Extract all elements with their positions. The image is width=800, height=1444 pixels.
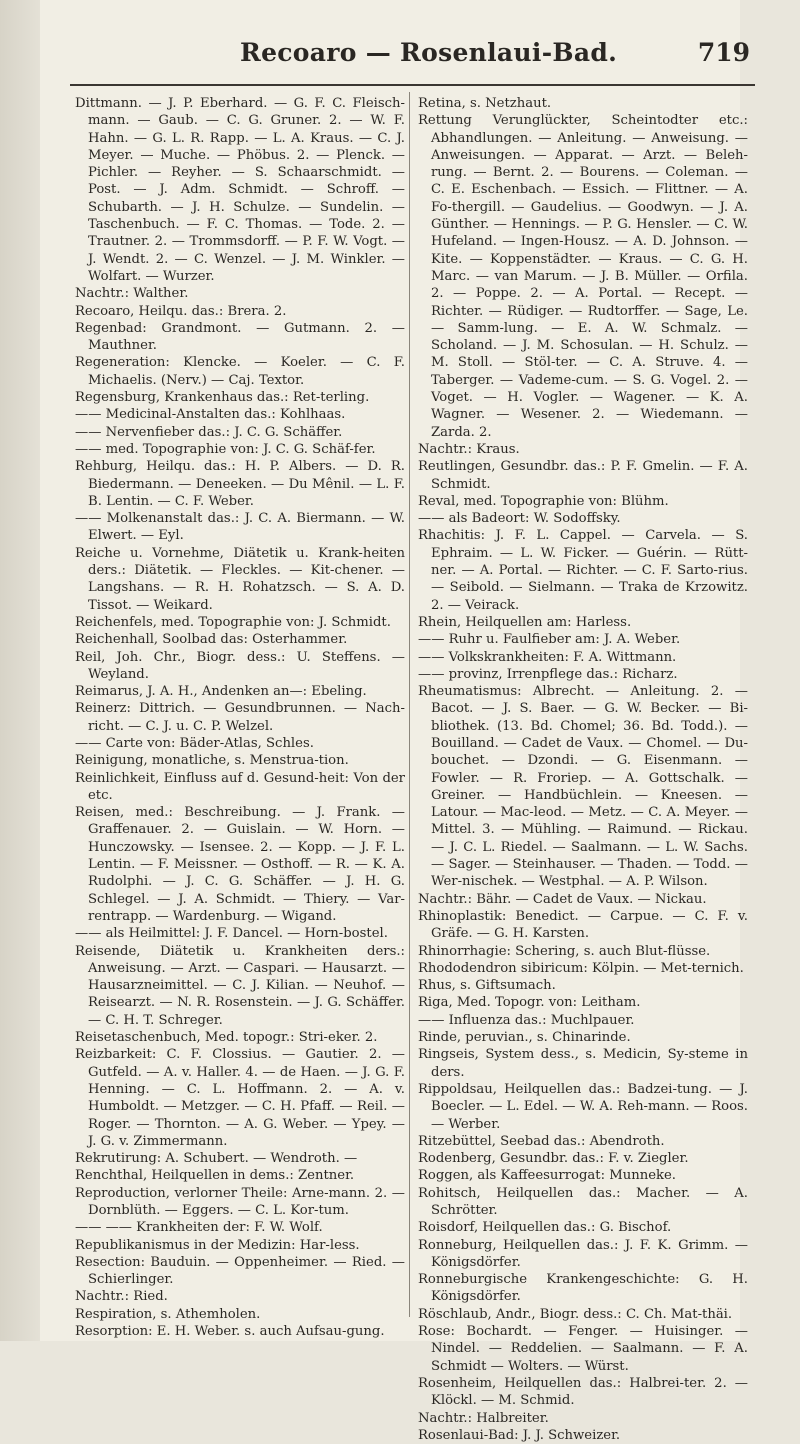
left-column xyxy=(75,95,405,1340)
index-entry: Reichenhall, Soolbad das: Osterhammer. xyxy=(75,632,348,648)
index-entry: Rodenberg, Gesundbr. das.: F. v. Ziegler. xyxy=(418,1151,689,1167)
index-entry: Nachtr.: Walther. xyxy=(75,286,189,302)
index-entry: Resection: Bauduin. — Oppenheimer. — Ried. — Schierlinger. xyxy=(75,1254,405,1288)
index-entry: Ronneburgische Krankengeschichte: G. H. Königsdörfer. xyxy=(418,1272,748,1305)
page-number: 719 xyxy=(697,38,750,67)
index-entry: Recoaro, Heilqu. das.: Brera. 2. xyxy=(75,303,287,319)
index-entry: Regensburg, Krankenhaus das.: Ret-terling. xyxy=(75,390,370,406)
index-entry: Roggen, als Kaffeesurrogat: Munneke. xyxy=(418,1168,676,1184)
index-entry: Rheumatismus: Albrecht. — Anleitung. 2. — Bacot. — J. S. Baer. — G. W. Becker. — Bi-bliothek. (13. Bd. Chomel; 36. Bd. Todd.). — Bouilland. — Cadet de Vaux. — Chomel. — Du-bouchet. — Dzondi. — G. Eisenmann. — Fowler. — R. Froriep. — A. Gottschalk. — Greiner. — Handbüchlein. — Kneesen. — Latour. — Mac-leod. — Metz. — C. A. Meyer. — Mittel. 3. — Mühling. — Raimund. — Rickau. — J. C. L. Riedel. — Saalmann. — L. W. Sachs. — Sager. — Steinhauser. — Thaden. — Todd. — Wer-nischek. — Westphal. — A. P. Wilson. xyxy=(418,684,748,890)
index-entry: —— Volkskrankheiten: F. A. Wittmann. xyxy=(418,649,677,665)
index-entry: Rhus, s. Giftsumach. xyxy=(418,978,556,994)
index-entry: Ritzebüttel, Seebad das.: Abendroth. xyxy=(418,1133,665,1149)
index-entry: Rekrutirung: A. Schubert. — Wendroth. — xyxy=(75,1151,358,1167)
index-entry: Reil, Joh. Chr., Biogr. dess.: U. Steffens. — Weyland. xyxy=(75,649,405,682)
index-entry: Rinde, peruvian., s. Chinarinde. xyxy=(418,1030,631,1046)
index-entry: Rhinorrhagie: Schering, s. auch Blut-flüsse. xyxy=(418,943,711,959)
index-entry: —— Molkenanstalt das.: J. C. A. Biermann. — W. Elwert. — Eyl. xyxy=(75,511,405,544)
index-entry: Nachtr.: Bähr. — Cadet de Vaux. — Nickau. xyxy=(418,891,707,907)
index-entry: Röschlaub, Andr., Biogr. dess.: C. Ch. Mat-thäi. xyxy=(418,1306,733,1322)
column-divider xyxy=(409,92,410,1317)
index-entry: —— als Heilmittel: J. F. Dancel. — Horn-bostel. xyxy=(75,926,388,942)
index-entry: Rhein, Heilquellen am: Harless. xyxy=(418,614,632,630)
index-entry: —— Medicinal-Anstalten das.: Kohlhaas. xyxy=(75,407,346,423)
index-entry: Reinigung, monatliche, s. Menstrua-tion. xyxy=(75,753,349,769)
index-entry: Reutlingen, Gesundbr. das.: P. F. Gmelin. — F. A. Schmidt. xyxy=(418,459,748,492)
index-entry: Rosenheim, Heilquellen das.: Halbrei-ter. 2. — Klöckl. — M. Schmid. xyxy=(418,1375,748,1409)
index-entry: Reisen, med.: Beschreibung. — J. Frank. — Graffenauer. 2. — Guislain. — W. Horn. — Hunczowsky. — Isensee. 2. — Kopp. — J. F. L. Lentin. — F. Meissner. — Osthoff. — R. — K. A. Rudolphi. — J. C. G. Schäffer. — J. H. G. Schlegel. — J. A. Schmidt. — Thiery. — Var-rentrapp. — Wardenburg. — Wigand. xyxy=(75,805,405,924)
index-entry: Rosenlaui-Bad: J. J. Schweizer. xyxy=(418,1427,621,1443)
index-entry: Regeneration: Klencke. — Koeler. — C. F. Michaelis. (Nerv.) — Caj. Textor. xyxy=(75,355,405,388)
index-entry: Reinlichkeit, Einfluss auf d. Gesund-heit: Von der etc. xyxy=(75,770,405,803)
index-entry: Dittmann. — J. P. Eberhard. — G. F. C. Fleisch-mann. — Gaub. — C. G. Gruner. 2. — W. F. Hahn. — G. L. R. Rapp. — L. A. Kraus. — C. J. Meyer. — Muche. — Phöbus. 2. — Plenck. — Pichler. — Reyher. — S. Schaarschmidt. — Post. — J. Adm. Schmidt. — Schroff. — Schubarth. — J. H. Schulze. — Sundelin. — Taschenbuch. — F. C. Thomas. — Tode. 2. — Trautner. 2. — Trommsdorff. — P. F. W. Vogt. — J. Wendt. 2. — C. Wenzel. — J. M. Winkler. — Wolfart. — Wurzer. xyxy=(75,96,405,284)
index-entry: Rhachitis: J. F. L. Cappel. — Carvela. — S. Ephraim. — L. W. Ficker. — Guérin. — Rütt-ner. — A. Portal. — Richter. — C. F. Sarto-rius. — Seibold. — Sielmann. — Traka de Krzowitz. 2. — Veirack. xyxy=(418,528,748,613)
index-entry: Nachtr.: Ried. xyxy=(75,1289,168,1305)
index-entry: Reimarus, J. A. H., Andenken an—: Ebeling. xyxy=(75,684,367,700)
index-entry: Nachtr.: Halbreiter. xyxy=(418,1410,549,1426)
index-entry: Rose: Bochardt. — Fenger. — Huisinger. — Nindel. — Reddelien. — Saalmann. — F. A. Schmidt — Wolters. — Würst. xyxy=(418,1324,748,1374)
index-entry: —— als Badeort: W. Sodoffsky. xyxy=(418,511,621,527)
index-entry: Rettung Verunglückter, Scheintodter etc.: Abhandlungen. — Anleitung. — Anweisung. — Anweisungen. — Apparat. — Arzt. — Beleh-rung. — Bernt. 2. — Bourens. — Coleman. — C. E. Eschenbach. — Essich. — Flittner. — A. Fo-thergill. — Gaudelius. — Goodwyn. — J. A. Günther. — Hennings. — P. G. Hensler. — C. W. Hufeland. — Ingen-Housz. — A. D. Johnson. — Kite. — Koppenstädter. — Kraus. — C. G. H. Marc. — van Marum. — J. B. Müller. — Orfila. 2. — Poppe. 2. — A. Portal. — Recept. — Richter. — Rüdiger. — Rudtorffer. — Sage, Le. — Samm-lung. — E. A. W. Schmalz. — Scholand. — J. M. Schosulan. — H. Schulz. — M. Stoll. — Stöl-ter. — C. A. Struve. 4. — Taberger. — Vademe-cum. — S. G. Vogel. 2. — Voget. — H. Vogler. — Wagener. — K. A. Wagner. — Wesener. 2. — Wiedemann. — Zarda. 2. xyxy=(418,113,748,440)
index-entry: Reval, med. Topographie von: Blühm. xyxy=(418,493,669,509)
index-entry: Reproduction, verlorner Theile: Arne-mann. 2. — Dornblüth. — Eggers. — C. L. Kor-tum. xyxy=(75,1185,405,1218)
index-entry: Reinerz: Dittrich. — Gesundbrunnen. — Nach-richt. — C. J. u. C. P. Welzel. xyxy=(75,701,405,734)
index-entry: Nachtr.: Kraus. xyxy=(418,441,520,457)
index-entry: Reizbarkeit: C. F. Clossius. — Gautier. 2. — Gutfeld. — A. v. Haller. 4. — de Haen. — J. G. F. Henning. — C. L. Hoffmann. 2. — A. v. Humboldt. — Metzger. — C. H. Pfaff. — Reil. — Roger. — Thornton. — A. G. Weber. — Ypey. — J. G. v. Zimmermann. xyxy=(75,1047,405,1149)
page-header xyxy=(70,38,760,78)
index-entry: Respiration, s. Athemholen. xyxy=(75,1306,261,1322)
index-entry: Riga, Med. Topogr. von: Leitham. xyxy=(418,995,641,1011)
index-entry: Reisetaschenbuch, Med. topogr.: Stri-eker. 2. xyxy=(75,1030,378,1046)
index-entry: Regenbad: Grandmont. — Gutmann. 2. — Mauthner. xyxy=(75,320,405,354)
index-entry: —— Carte von: Bäder-Atlas, Schles. xyxy=(75,735,314,751)
index-entry: Reisende, Diätetik u. Krankheiten ders.: Anweisung. — Arzt. — Caspari. — Hausarzt. — Hausarzneimittel. — C. J. Kilian. — Neuhof. — Reisearzt. — N. R. Rosenstein. — J. G. Schäffer. — C. H. T. Schreger. xyxy=(75,943,405,1028)
index-entry: Resorption: E. H. Weber. s. auch Aufsau-gung. xyxy=(75,1324,385,1340)
index-entry: —— med. Topographie von: J. C. G. Schäf-fer. xyxy=(75,441,376,457)
index-entry: —— Ruhr u. Faulfieber am: J. A. Weber. xyxy=(418,632,681,648)
index-entry: Renchthal, Heilquellen in dems.: Zentner. xyxy=(75,1168,355,1184)
running-title: Recoaro — Rosenlaui-Bad. xyxy=(240,38,618,67)
header-rule xyxy=(70,84,755,86)
index-entry: Ronneburg, Heilquellen das.: J. F. K. Grimm. — Königsdörfer. xyxy=(418,1237,748,1270)
index-entry: —— provinz, Irrenpflege das.: Richarz. xyxy=(418,666,678,682)
index-entry: Republikanismus in der Medizin: Har-less. xyxy=(75,1237,360,1253)
index-entry: Roisdorf, Heilquellen das.: G. Bischof. xyxy=(418,1220,672,1236)
index-entry: Ringseis, System dess., s. Medicin, Sy-steme in ders. xyxy=(418,1047,748,1080)
index-entry: —— Nervenfieber das.: J. C. G. Schäffer. xyxy=(75,424,343,440)
index-entry: Reiche u. Vornehme, Diätetik u. Krank-heiten ders.: Diätetik. — Fleckles. — Kit-chener. — Langshans. — R. H. Rohatzsch. — S. A. D. Tissot. — Weikard. xyxy=(75,545,405,613)
index-entry: Rippoldsau, Heilquellen das.: Badzei-tung. — J. Boecler. — L. Edel. — W. A. Reh-mann. — Roos. — Werber. xyxy=(418,1081,748,1132)
index-entry: Rhododendron sibiricum: Kölpin. — Met-ternich. xyxy=(418,960,744,976)
index-entry: —— —— Krankheiten der: F. W. Wolf. xyxy=(75,1220,323,1236)
index-entry: Rehburg, Heilqu. das.: H. P. Albers. — D. R. Biedermann. — Deneeken. — Du Mênil. — L. F. B. Lentin. — C. F. Weber. xyxy=(75,459,405,509)
index-entry: Rohitsch, Heilquellen das.: Macher. — A. Schrötter. xyxy=(418,1185,748,1218)
index-entry: Retina, s. Netzhaut. xyxy=(418,96,552,111)
index-entry: —— Influenza das.: Muchlpauer. xyxy=(418,1012,635,1028)
right-column xyxy=(418,95,748,1444)
index-entry: Rhinoplastik: Benedict. — Carpue. — C. F. v. Gräfe. — G. H. Karsten. xyxy=(418,908,748,942)
index-entry: Reichenfels, med. Topographie von: J. Schmidt. xyxy=(75,614,391,630)
